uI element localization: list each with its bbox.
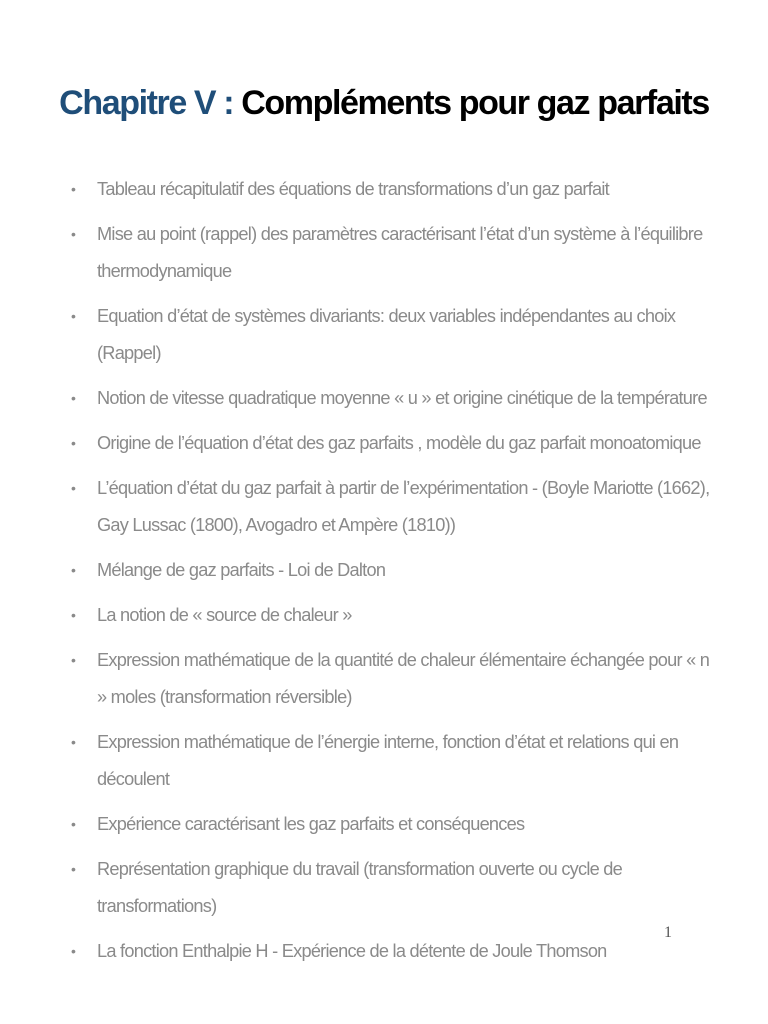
bullet-text: Représentation graphique du travail (transformation ouverte ou cycle de transformations) [97, 859, 623, 916]
bullet-dot-icon: • [71, 480, 76, 496]
title-chapter-label: Chapitre V : [59, 84, 234, 122]
bullet-dot-icon: • [71, 607, 76, 623]
bullet-item [0, 933, 768, 970]
bullet-dot-icon: • [71, 390, 76, 406]
bullet-dot-icon: • [71, 816, 76, 832]
bullet-text: La fonction Enthalpie H - Expérience de la détente de Joule Thomson [97, 941, 607, 961]
bullet-dot-icon: • [71, 652, 76, 668]
bullet-dot-icon: • [71, 861, 76, 877]
bullet-item [0, 216, 768, 290]
bullet-text: Origine de l’équation d’état des gaz parfaits , modèle du gaz parfait monoatomique [97, 433, 701, 453]
bullet-text: Expression mathématique de l’énergie interne, fonction d’état et relations qui en découlent [97, 732, 679, 789]
bullet-dot-icon: • [71, 181, 76, 197]
bullet-dot-icon: • [71, 943, 76, 959]
bullet-item [0, 724, 768, 798]
bullet-text: L’équation d’état du gaz parfait à partir de l’expérimentation - (Boyle Mariotte (1662), Gay Lussac (1800), Avogadro et Ampère (1810)) [97, 478, 710, 535]
bullet-text: Mélange de gaz parfaits - Loi de Dalton [97, 560, 386, 580]
bullet-item [0, 851, 768, 925]
bullet-text: Mise au point (rappel) des paramètres caractérisant l’état d’un système à l’équilibre thermodynamique [97, 224, 703, 281]
bullet-item [0, 806, 768, 843]
bullet-dot-icon: • [71, 308, 76, 324]
bullet-item [0, 298, 768, 372]
page-number: 1 [664, 924, 672, 941]
bullet-text: Equation d’état de systèmes divariants: deux variables indépendantes au choix (Rappel) [97, 306, 676, 363]
bullet-item [0, 597, 768, 634]
bullet-item [0, 171, 768, 208]
bullet-dot-icon: • [71, 734, 76, 750]
bullet-item [0, 425, 768, 462]
bullet-text: La notion de « source de chaleur » [97, 605, 352, 625]
bullet-dot-icon: • [71, 435, 76, 451]
bullet-text: Notion de vitesse quadratique moyenne « u » et origine cinétique de la température [97, 388, 707, 408]
bullet-item [0, 470, 768, 544]
bullet-item [0, 642, 768, 716]
bullet-dot-icon: • [71, 226, 76, 242]
bullet-text: Expérience caractérisant les gaz parfaits et conséquences [97, 814, 525, 834]
bullet-list [0, 171, 768, 978]
title-main-text: Compléments pour gaz parfaits [241, 84, 709, 122]
bullet-dot-icon: • [71, 562, 76, 578]
bullet-text: Tableau récapitulatif des équations de transformations d’un gaz parfait [97, 179, 609, 199]
slide-title [0, 84, 768, 123]
bullet-item [0, 380, 768, 417]
bullet-item [0, 552, 768, 589]
bullet-text: Expression mathématique de la quantité de chaleur élémentaire échangée pour « n » moles (transformation réversible) [97, 650, 710, 707]
